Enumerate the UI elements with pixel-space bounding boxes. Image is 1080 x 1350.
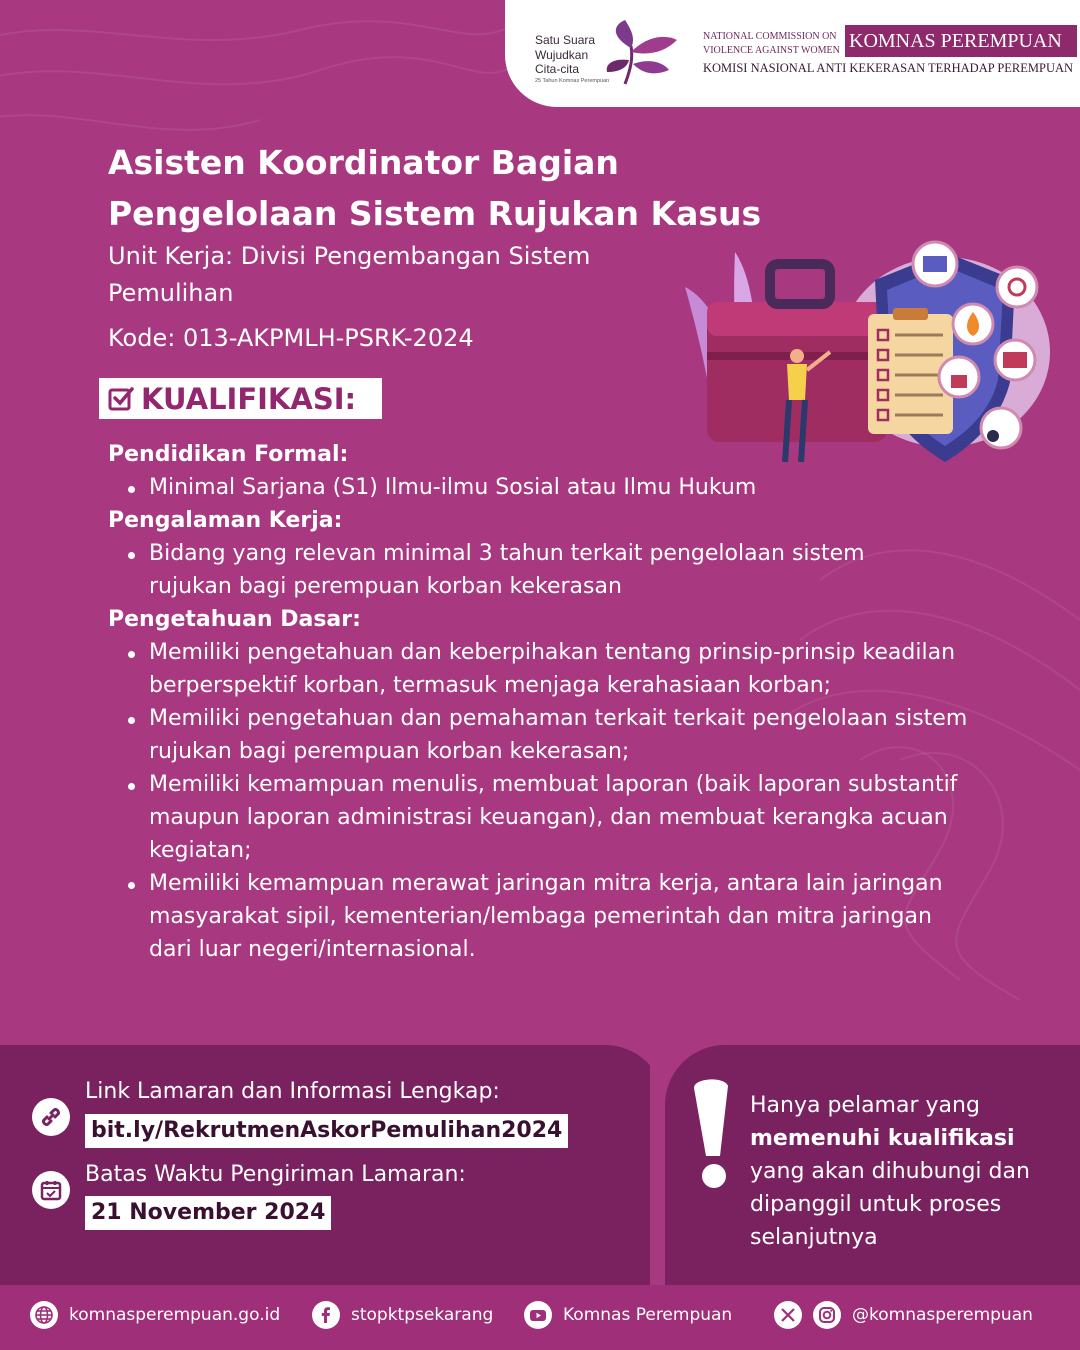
anniversary-flower-logo-icon xyxy=(603,18,681,86)
globe-icon xyxy=(30,1301,58,1329)
footer-bar xyxy=(0,1285,1080,1350)
calendar-icon xyxy=(32,1171,70,1209)
work-unit xyxy=(108,238,688,312)
education-list xyxy=(126,471,1008,504)
knowledge-list xyxy=(126,636,1008,966)
checkbox-check-icon xyxy=(107,385,135,413)
qualification-heading xyxy=(99,378,382,419)
org-en-line-1: NATIONAL COMMISSION ON xyxy=(703,31,837,42)
section-title-knowledge: Pengetahuan Dasar: xyxy=(108,607,361,632)
slogan-line-1: Satu Suara xyxy=(535,33,596,47)
list-item: Memiliki kemampuan menulis, membuat laporan (baik laporan substantif maupun laporan administrasi keuangan), dan membuat kerangka acuan kegiatan; xyxy=(126,768,986,867)
footer-youtube[interactable] xyxy=(524,1301,732,1329)
youtube-icon xyxy=(524,1301,552,1329)
application-link[interactable]: bit.ly/RekrutmenAskorPemulihan2024 xyxy=(85,1114,568,1148)
youtube-label: Komnas Perempuan xyxy=(563,1305,733,1325)
facebook-icon xyxy=(312,1301,340,1329)
instagram-icon xyxy=(813,1301,841,1329)
footer-social[interactable] xyxy=(774,1301,1033,1329)
org-name-indonesian: KOMISI NASIONAL ANTI KEKERASAN TERHADAP PEREMPUAN xyxy=(703,61,1074,75)
org-en-line-2: VIOLENCE AGAINST WOMEN xyxy=(703,45,840,56)
slogan-line-3: Cita-cita xyxy=(535,62,580,76)
deadline-label: Batas Waktu Pengiriman Lamaran: xyxy=(85,1162,466,1187)
logo-card xyxy=(505,0,1080,107)
facebook-label: stopktpsekarang xyxy=(351,1305,494,1325)
slogan-small: 25 Tahun Komnas Perempuan xyxy=(535,77,610,84)
job-code: Kode: 013-AKPMLH-PSRK-2024 xyxy=(108,324,474,352)
notice-bold: memenuhi kualifikasi xyxy=(750,1126,1015,1151)
notice-line-3: yang akan dihubungi dan dipanggil untuk proses selanjutnya xyxy=(750,1159,1030,1250)
qualification-heading-label: KUALIFIKASI: xyxy=(141,381,357,416)
job-title-line-2: Pengelolaan Sistem Rujukan Kasus xyxy=(108,194,762,233)
anniversary-slogan xyxy=(535,33,609,85)
section-title-experience: Pengalaman Kerja: xyxy=(108,508,343,533)
website-label: komnasperempuan.go.id xyxy=(69,1305,281,1325)
social-handle-label: @komnasperempuan xyxy=(852,1305,1033,1325)
notice-line-1: Hanya pelamar yang xyxy=(750,1093,980,1118)
org-brand-name: KOMNAS PEREMPUAN xyxy=(845,25,1077,57)
footer-website[interactable] xyxy=(30,1301,280,1329)
deadline-date: 21 November 2024 xyxy=(85,1196,331,1230)
experience-list xyxy=(126,537,1008,603)
list-item: Memiliki pengetahuan dan pemahaman terkait terkait pengelolaan sistem rujukan bagi perempuan korban kekerasan; xyxy=(126,702,996,768)
qualification-list xyxy=(108,438,1008,966)
slogan-line-2: Wujudkan xyxy=(535,47,589,62)
job-title xyxy=(108,137,868,239)
work-unit-line-1: Unit Kerja: Divisi Pengembangan Sistem xyxy=(108,242,591,270)
security-shield-illustration xyxy=(675,232,1060,472)
notice-text xyxy=(750,1089,1050,1254)
link-label: Link Lamaran dan Informasi Lengkap: xyxy=(85,1079,500,1104)
work-unit-line-2: Pemulihan xyxy=(108,279,234,307)
job-title-line-1: Asisten Koordinator Bagian xyxy=(108,143,619,182)
x-twitter-icon xyxy=(774,1301,802,1329)
list-item: Minimal Sarjana (S1) Ilmu-ilmu Sosial atau Ilmu Hukum xyxy=(126,471,1008,504)
exclamation-icon xyxy=(690,1076,736,1192)
list-item: Memiliki kemampuan merawat jaringan mitra kerja, antara lain jaringan masyarakat sipil, kementerian/lembaga pemerintah dan mitra jaringan dari luar negeri/internasional. xyxy=(126,867,966,966)
org-name-english xyxy=(703,30,840,58)
list-item: Bidang yang relevan minimal 3 tahun terkait pengelolaan sistem rujukan bagi perempuan korban kekerasan xyxy=(126,537,886,603)
link-icon xyxy=(32,1098,70,1136)
footer-facebook[interactable] xyxy=(312,1301,493,1329)
list-item: Memiliki pengetahuan dan keberpihakan tentang prinsip-prinsip keadilan berperspektif korban, termasuk menjaga kerahasiaan korban; xyxy=(126,636,956,702)
section-title-education: Pendidikan Formal: xyxy=(108,442,349,467)
